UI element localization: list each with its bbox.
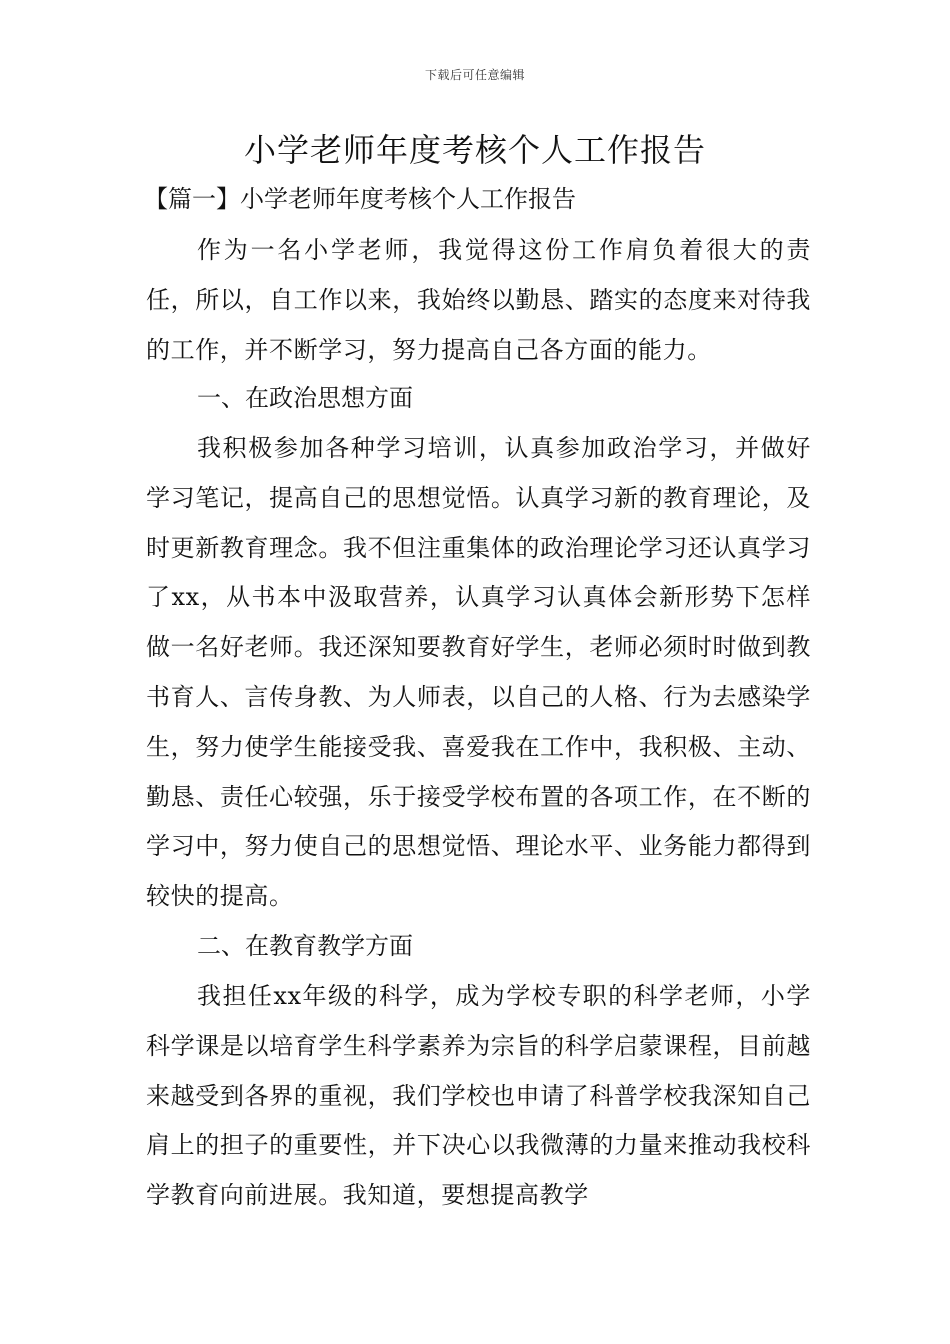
section-subtitle: 【篇一】小学老师年度考核个人工作报告 [144, 185, 576, 213]
teaching-paragraph: 我担任xx年级的科学，成为学校专职的科学老师，小学科学课是以培育学生科学素养为宗旨的科学启蒙课程，目前越来越受到各界的重视，我们学校也申请了科普学校我深知自己肩上的担子的重要性，并下决心以我微薄的力量来推动我校科学教育向前进展。我知道，要想提高教学 [146, 982, 811, 1210]
politics-paragraph: 我积极参加各种学习培训，认真参加政治学习，并做好学习笔记，提高自己的思想觉悟。认真学习新的教育理论，及时更新教育理念。我不但注重集体的政治理论学习还认真学习了xx，从书本中汲取营养，认真学习认真体会新形势下怎样做一名好老师。我还深知要教育好学生，老师必须时时做到教书育人、言传身教、为人师表，以自己的人格、行为去感染学生，努力使学生能接受我、喜爱我在工作中，我积极、主动、勤恳、责任心较强，乐于接受学校布置的各项工作，在不断的学习中，努力使自己的思想觉悟、理论水平、业务能力都得到较快的提高。 [146, 434, 811, 911]
header-watermark: 下载后可任意编辑 [424, 68, 525, 82]
document-title: 小学老师年度考核个人工作报告 [243, 131, 706, 169]
intro-paragraph: 作为一名小学老师，我觉得这份工作肩负着很大的责任，所以，自工作以来，我始终以勤恳、踏实的态度来对待我的工作，并不断学习，努力提高自己各方面的能力。 [146, 236, 811, 364]
section-heading-teaching: 二、在教育教学方面 [197, 932, 413, 960]
section-heading-politics: 一、在政治思想方面 [197, 384, 413, 412]
